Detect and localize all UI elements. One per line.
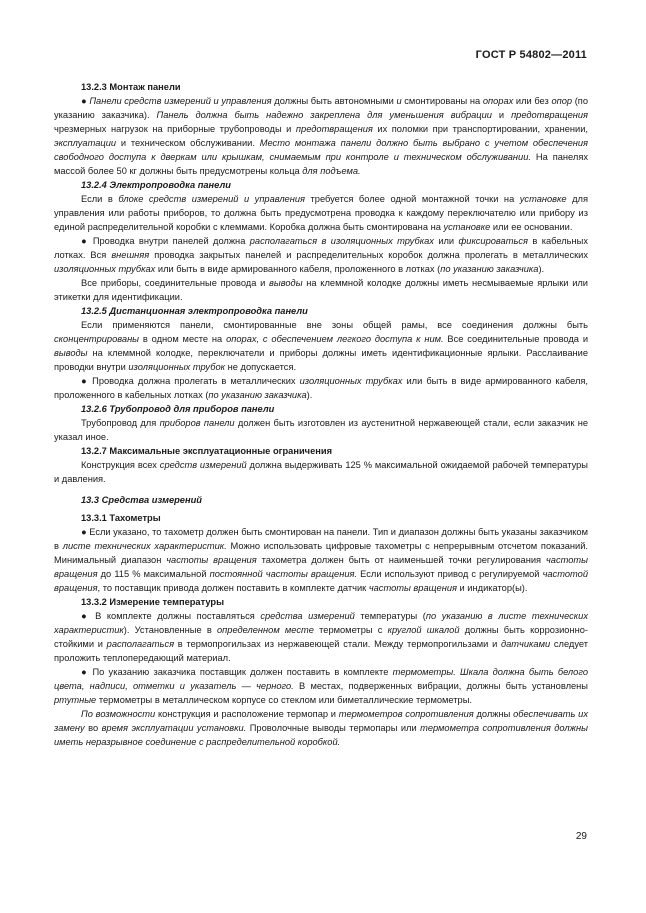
paragraph: Если применяются панели, смонтированные вне зоны общей рамы, все соединения должны быть сконцентрированы в одном месте на опорах, с обеспечением легкого доступа к ним. Все соединительные провода и выводы на клеммной колодке, переключатели и приборы должны иметь идентификационные ярлыки. Расслаивание проводки внутри изоляционных трубок не допускается.: [54, 320, 589, 372]
paragraph: ● Проводка должна пролегать в металлических изоляционных трубках или быть в виде армированного кабеля, проложенного в кабельных лотках (по указанию заказчика).: [54, 376, 588, 400]
paragraph: Конструкция всех средств измерений должна выдерживать 125 % максимальной ожидаемой рабочей температуры и давления.: [54, 460, 588, 484]
section-heading: 13.2.3 Монтаж панели: [81, 82, 181, 92]
standard-header: ГОСТ Р 54802—2011: [475, 49, 587, 61]
section-heading: 13.3.1 Тахометры: [81, 513, 161, 523]
paragraph: ● Если указано, то тахометр должен быть смонтирован на панели. Тип и диапазон должны быть указаны заказчиком в листе технических характеристик. Можно использовать цифровые тахометры с непрерывным отсчетом показаний. Минимальный диапазон частоты вращения тахометра должен быть от наименьшей точки регулирования частоты вращения до 115 % максимальной постоянной частоты вращения. Если используют привод с регулируемой частотой вращения, то поставщик привода должен поставить в комплекте датчик частоты вращения и индикатор(ы).: [54, 527, 589, 593]
paragraph: Все приборы, соединительные провода и выводы на клеммной колодке должны иметь несмываемые ярлыки или этикетки для идентификации.: [54, 278, 588, 302]
section-heading: 13.2.6 Трубопровод для приборов панели: [81, 404, 275, 414]
paragraph: ● Панели средств измерений и управления должны быть автономными и смонтированы на опорах или без опор (по указанию заказчика). Панель должна быть надежно закреплена для уменьшения вибрации и предотвращения чрезмерных нагрузок на приборные трубопроводы и предотвращения их поломки при транспортировании, хранении, эксплуатации и техническом обслуживании. Место монтажа панели должно быть выбрано с учетом обеспечения свободного доступа к дверкам или крышкам, снимаемым при контроле и техническом обслуживании. На панелях массой более 50 кг должны быть предусмотрены кольца для подъема.: [54, 96, 589, 176]
paragraph: ● В комплекте должны поставляться средства измерений температуры (по указанию в листе технических характеристик). Установленные в определенном месте термометры с круглой шкалой должны быть коррозионно-стойкими и располагаться в термопрогильзах из нержавеющей стали. Между термопрогильзами и датчиками следует проложить теплопередающий материал.: [54, 611, 588, 663]
paragraph: По возможности конструкция и расположение термопар и термометров сопротивления должны обеспечивать их замену во время эксплуатации установки. Проволочные выводы термопары или термометра сопротивления должны иметь неразрывное соединение с распределительной коробкой.: [54, 709, 588, 747]
section-heading: 13.3.2 Измерение температуры: [81, 597, 225, 607]
section-heading: 13.2.4 Электропроводка панели: [81, 180, 231, 190]
section-heading: 13.2.5 Дистанционная электропроводка панели: [81, 306, 308, 316]
paragraph: Трубопровод для приборов панели должен быть изготовлен из аустенитной нержавеющей стали, если заказчик не указал иное.: [54, 418, 589, 442]
section-heading: 13.2.7 Максимальные эксплуатационные ограничения: [81, 446, 332, 456]
paragraph: ● Проводка внутри панелей должна располагаться в изоляционных трубках или фиксироваться в кабельных лотках. Вся внешняя проводка закрытых панелей и распределительных коробок должна пролегать в металлических изоляционных трубках или быть в виде армированного кабеля, проложенного в лотках (по указанию заказчика).: [54, 236, 588, 274]
section-heading: 13.3 Средства измерений: [81, 495, 202, 505]
document-body: [54, 80, 588, 749]
paragraph: ● По указанию заказчика поставщик должен поставить в комплекте термометры. Шкала должна быть белого цвета, надписи, отметки и указатель — черного. В местах, подверженных вибрации, должны быть установлены ртутные термометры в металлическом корпусе со стеклом или биметаллические термометры.: [54, 667, 588, 705]
paragraph: Если в блоке средств измерений и управления требуется более одной монтажной точки на установке для управления или работы приборов, то должна быть предусмотрена проводка к каждому переключателю или прибору из единой распределительной коробки с клеммами. Коробка должна быть смонтирована на установке или ее основании.: [54, 194, 589, 232]
page-number: 29: [575, 831, 587, 842]
